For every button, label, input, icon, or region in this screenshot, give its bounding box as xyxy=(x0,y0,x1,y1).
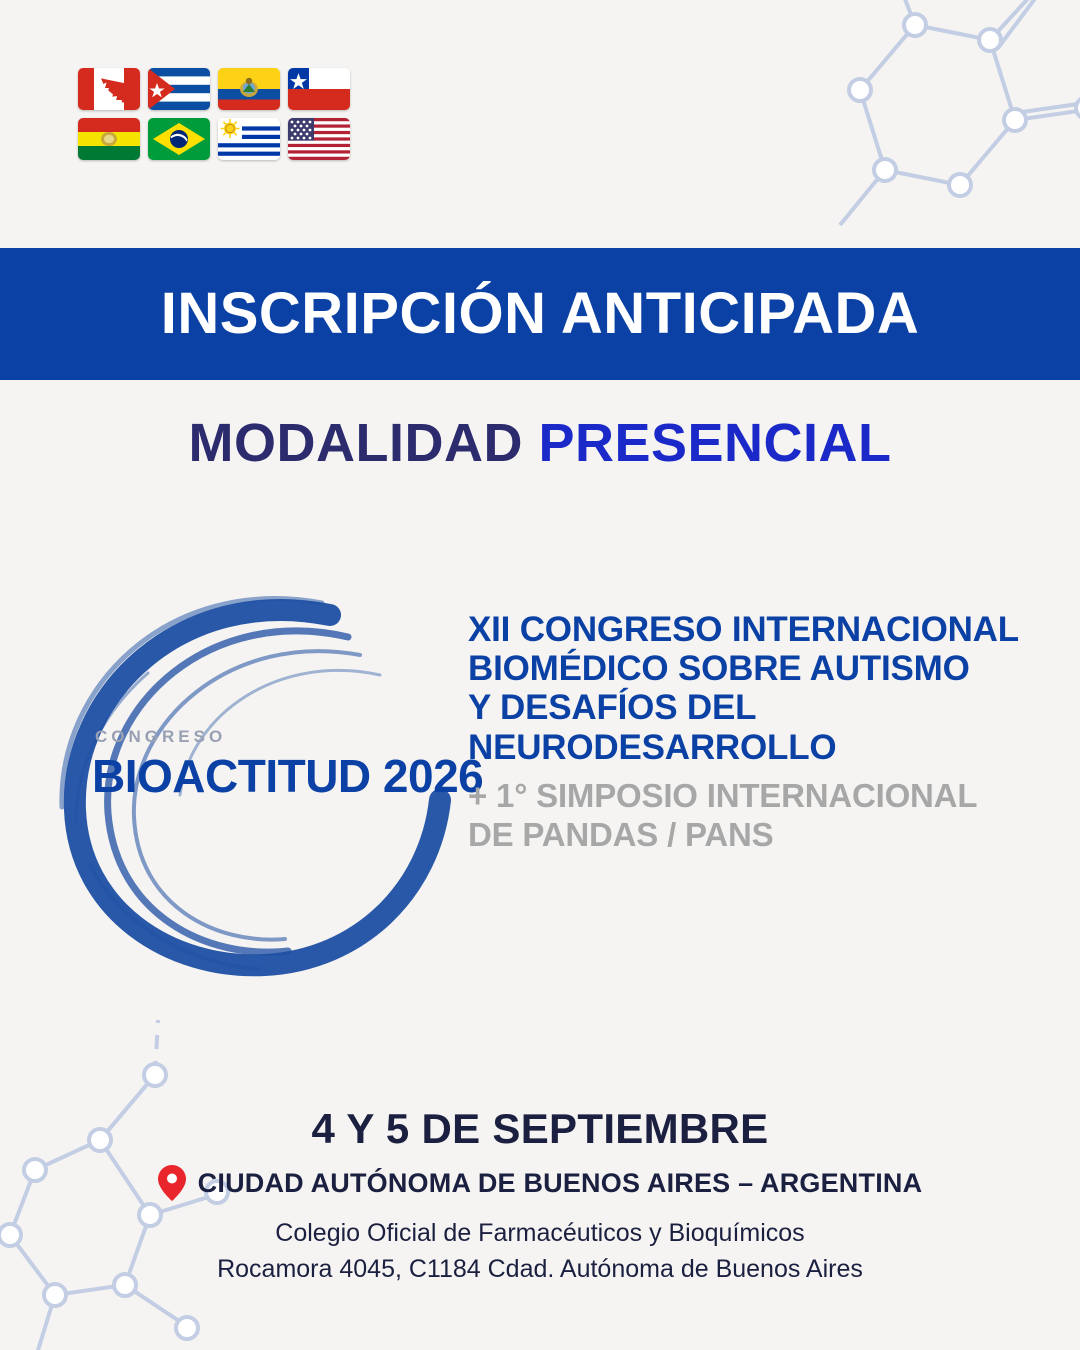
event-location-row xyxy=(0,1165,1080,1201)
headline-banner xyxy=(0,248,1080,380)
flag-brazil xyxy=(148,118,210,160)
location-pin-icon xyxy=(158,1165,186,1201)
flag-chile xyxy=(288,68,350,110)
headline-text: INSCRIPCIÓN ANTICIPADA xyxy=(160,281,920,346)
event-date: 4 Y 5 DE SEPTIEMBRE xyxy=(311,1105,769,1152)
main-title-line-2: BIOMÉDICO SOBRE AUTISMO xyxy=(468,649,970,689)
flag-uruguay xyxy=(218,118,280,160)
venue-line-1: Colegio Oficial de Farmacéuticos y Bioquímicos xyxy=(275,1219,805,1247)
logo-wordmark xyxy=(92,727,484,803)
subtitle-line-2: DE PANDAS / PANS xyxy=(468,815,774,853)
flag-canada xyxy=(78,68,140,110)
flag-bolivia xyxy=(78,118,140,160)
congress-main-title xyxy=(468,610,1058,767)
flag-united-states xyxy=(288,118,350,160)
congress-logo xyxy=(30,545,490,985)
venue-line-2: Rocamora 4045, C1184 Cdad. Autónoma de Buenos Aires xyxy=(217,1255,863,1284)
logo-name: BIOACTITUD 2026 xyxy=(92,750,484,802)
main-title-line-4: NEURODESARROLLO xyxy=(468,727,837,767)
event-details xyxy=(0,1105,1080,1288)
main-title-line-1: XII CONGRESO INTERNACIONAL xyxy=(468,610,1019,649)
event-city: CIUDAD AUTÓNOMA DE BUENOS AIRES – ARGENTINA xyxy=(197,1167,923,1198)
country-flags xyxy=(78,68,358,160)
modality-emphasis: PRESENCIAL xyxy=(538,413,892,473)
flag-cuba xyxy=(148,68,210,110)
event-venue xyxy=(0,1215,1080,1288)
flag-ecuador xyxy=(218,68,280,110)
molecule-decoration-top-right xyxy=(740,0,1080,230)
subtitle-line-1: + 1° SIMPOSIO INTERNACIONAL xyxy=(468,776,978,814)
congress-titles xyxy=(468,610,1058,855)
main-title-line-3: Y DESAFÍOS DEL xyxy=(468,688,757,728)
congress-subtitle xyxy=(468,777,1058,855)
modality-line xyxy=(0,412,1080,474)
logo-supertitle: CONGRESO xyxy=(95,727,227,746)
modality-prefix: MODALIDAD xyxy=(188,413,539,473)
